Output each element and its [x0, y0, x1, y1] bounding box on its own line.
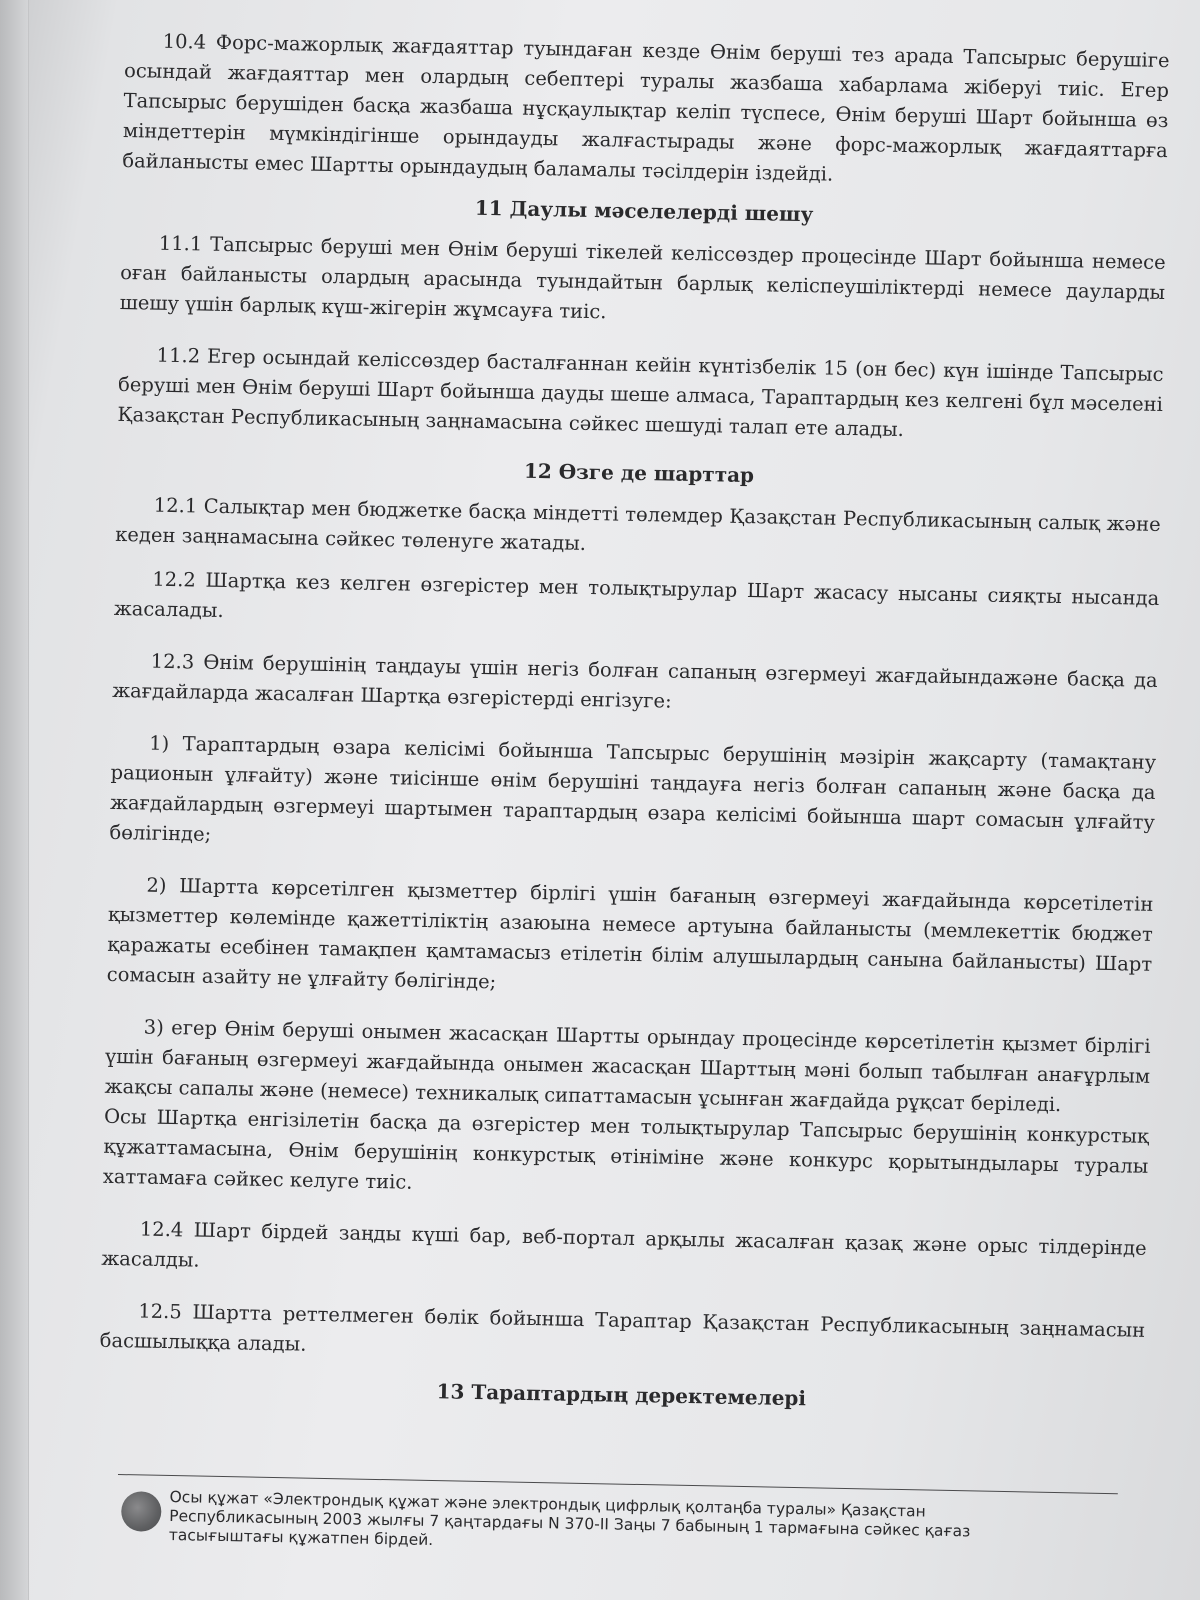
paragraph-12-2: 12.2 Шартқа кез келген өзгерістер мен толықтырулар Шарт жасасу нысаны сияқты нысанда жасалады.: [113, 567, 1160, 622]
list-item-1: 1) Тараптардың өзара келісімі бойынша Тапсырыс берушінің мәзірін жақсарту (тамақтану рационын ұлғайту) және тиісінше өнім берушіні таңдауға негіз болған сапаның және басқа да жағдайлардың өзгермеуі шартымен тараптардың өзара келісімі бойынша шарт сомасын ұлғайту бөлігінде;: [109, 731, 1157, 846]
footer: [118, 1474, 1118, 1550]
paragraph-12-5: 12.5 Шартта реттелмеген бөлік бойынша Тараптар Қазақстан Республикасының заңнамасын басшылыққа алады.: [99, 1299, 1146, 1356]
government-emblem-icon: [121, 1491, 162, 1532]
section-11-heading: 11 Даулы мәселелерді шешу: [474, 195, 814, 227]
footer-notice: Осы құжат «Электрондық құжат және электрондық цифрлық қолтаңба туралы» Қазақстан Республикасының 2003 жылғы 7 қаңтардағы N 370-II Заңы 7 бабының 1 тармағына сәйкес қағаз тасығыштағы құжатпен бірдей.: [168, 1487, 971, 1550]
paragraph-12-3: 12.3 Өнім берушінің таңдауы үшін негіз болған сапаның өзгермеуі жағдайындажәне басқа да жағдайларда жасалған Шартқа өзгерістерді енгізуге:: [112, 649, 1158, 713]
paragraph-12-1: 12.1 Салықтар мен бюджетке басқа міндетті төлемдер Қазақстан Республикасының салық және кеден заңнамасына сәйкес төленуге жатады.: [115, 493, 1161, 555]
paragraph-12-4: 12.4 Шарт бірдей заңды күші бар, веб-портал арқылы жасалған қазақ және орыс тілдерінде жасалды.: [101, 1217, 1147, 1272]
paragraph-11-1: 11.1 Тапсырыс беруші мен Өнім беруші тікелей келіссөздер процесінде Шарт бойынша немесе оған байланысты олардың арасында туындайтын барлық келіспеушіліктерді немесе дауларды шешу үшін барлық күш-жігерін жұмсауға тиіс.: [119, 231, 1166, 324]
list-item-3: 3) егер Өнім беруші онымен жасасқан Шартты орындау процесінде көрсетілетін қызмет бірлігі үшін бағаның өзгермеуі жағдайында онымен жасасқан Шарттың мәні болып табылған анағұрлым жақсы сапалы және (немесе) техникалық сипаттамасын ұсынған жағдайда рұқсат беріледі.: [104, 1015, 1151, 1117]
paragraph-10-4: 10.4 Форс-мажорлық жағдаяттар туындаған кезде Өнім беруші тез арада Тапсырыс берушіге осындай жағдаяттар мен олардың себептері туралы жазбаша хабарлама жіберуі тиіс. Егер Тапсырыс берушіден басқа жазбаша нұсқаулықтар келіп түспесе, Өнім беруші Шарт бойынша өз міндеттерін мүмкіндігінше орындауды жалғастырады және форс-мажорлық жағдаяттарға байланысты емес Шартты орындаудың баламалы тәсілдерін іздейді.: [122, 29, 1170, 186]
list-item-2: 2) Шартта көрсетілген қызметтер бірлігі үшін бағаның өзгермеуі жағдайында көрсетілетін қызметтер көлемінде қажеттіліктің азаюына немесе артуына байланысты (мемлекеттік бюджет қаражаты есебінен тамақпен қамтамасыз етілетін білім алушылардың санына байланысты) Шарт сомасын азайту не ұлғайту бөлігінде;: [106, 873, 1154, 994]
document-body: [98, 26, 1169, 1432]
section-12-heading: 12 Өзге де шарттар: [523, 458, 755, 488]
page-edge-shadow: [0, 0, 29, 1600]
paragraph-11-2: 11.2 Егер осындай келіссөздер басталғаннан кейін күнтізбелік 15 (он бес) күн ішінде Тапсырыс беруші мен Өнім беруші Шарт бойынша дауды шеше алмаса, Тараптардың кез келгені бұл мәселені Қазақстан Республикасының заңнамасына сәйкес шешуді талап ете алады.: [117, 343, 1164, 442]
paragraph-other-changes: Осы Шартқа енгізілетін басқа да өзгерістер мен толықтырулар Тапсырыс берушінің конкурстық құжаттамасына, Өнім берушінің конкурстық өтініміне және конкурс қорытындылары туралы хаттамаға сәйкес келуге тиіс.: [102, 1104, 1150, 1194]
section-13-heading: 13 Тараптардың деректемелері: [436, 1379, 807, 1411]
